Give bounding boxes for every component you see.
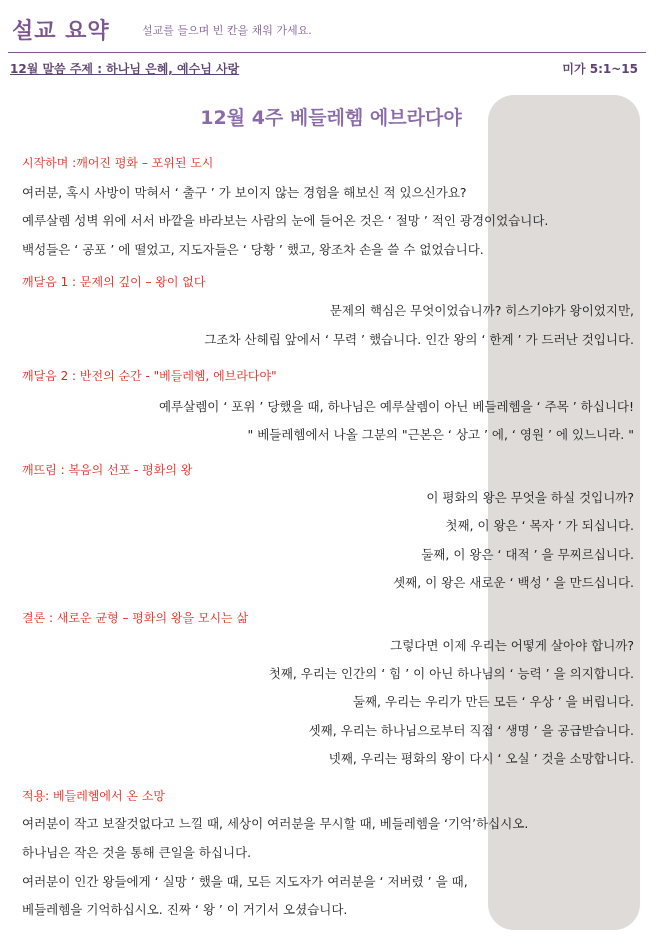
section-heading-application: 적용: 베들레헴에서 온 소망	[22, 789, 165, 803]
text-line: 여러분이 인간 왕들에게 ‘ 실망 ’ 했을 때, 모든 지도자가 여러분을 ‘ 저버렸 ’ 을 때,	[22, 874, 468, 889]
text-line: 넷째, 우리는 평화의 왕이 다시 ‘ 오실 ’ 것을 소망합니다.	[328, 751, 634, 766]
section-heading-intro: 시작하며 :깨어진 평화 – 포위된 도시	[22, 156, 214, 170]
text-line: " 베들레헴에서 나올 그분의 "근본은 ‘ 상고 ’ 에, ‘ 영원 ’ 에 있느니라. "	[247, 427, 634, 442]
monthly-theme: 12월 말씀 주제 : 하나님 은혜, 예수님 사랑	[10, 62, 240, 76]
text-line: 예루살렘 성벽 위에 서서 바깥을 바라보는 사람의 눈에 들어온 것은 ‘ 절망 ’ 적인 광경이었습니다.	[22, 213, 549, 228]
text-line: 셋째, 이 왕은 새로운 ‘ 백성 ’ 을 만드십니다.	[393, 575, 634, 590]
text-line: 둘째, 우리는 우리가 만든 모든 ‘ 우상 ’ 을 버립니다.	[352, 694, 634, 709]
text-line: 그조차 산헤립 앞에서 ‘ 무력 ’ 했습니다. 인간 왕의 ‘ 한계 ’ 가 드러난 것입니다.	[204, 332, 634, 347]
text-line: 첫째, 우리는 인간의 ‘ 힘 ’ 이 아닌 하나님의 ‘ 능력 ’ 을 의지합니다.	[268, 666, 634, 681]
text-line: 백성들은 ‘ 공포 ’ 에 떨었고, 지도자들은 ‘ 당황 ’ 했고, 왕조차 손을 쓸 수 없었습니다.	[22, 242, 484, 257]
header-instruction: 설교를 들으며 빈 칸을 채워 가세요.	[142, 24, 312, 37]
header-divider	[8, 52, 646, 53]
sermon-title: 12월 4주 베들레헴 에브라다야	[200, 107, 462, 129]
text-line: 예루살렘이 ‘ 포위 ’ 당했을 때, 하나님은 예루살렘이 아닌 베들레헴을 ‘ 주목 ’ 하십니다!	[158, 399, 634, 414]
section-heading-realization-2: 깨달음 2 : 반전의 순간 - "베들레헴, 에브라다야"	[22, 369, 277, 383]
scripture-reference: 미가 5:1~15	[562, 62, 638, 76]
text-line: 하나님은 작은 것을 통해 큰일을 하십니다.	[22, 845, 252, 860]
text-line: 셋째, 우리는 하나님으로부터 직접 ‘ 생명 ’ 을 공급받습니다.	[308, 723, 634, 738]
section-heading-conclusion: 결론 : 새로운 균형 – 평화의 왕을 모시는 삶	[22, 611, 249, 625]
text-line: 이 평화의 왕은 무엇을 하실 것입니까?	[426, 490, 634, 505]
section-heading-gospel: 깨뜨림 : 복음의 선포 - 평화의 왕	[22, 463, 193, 477]
text-line: 여러분, 혹시 사방이 막혀서 ‘ 출구 ’ 가 보이지 않는 경험을 해보신 적 있으신가요?	[22, 185, 467, 200]
header	[0, 0, 662, 52]
section-heading-realization-1: 깨달음 1 : 문제의 깊이 – 왕이 없다	[22, 275, 206, 289]
text-line: 문제의 핵심은 무엇이었습니까? 히스기야가 왕이었지만,	[329, 303, 634, 318]
page-title: 설교 요약	[12, 19, 110, 44]
text-line: 베들레헴을 기억하십시오. 진짜 ‘ 왕 ’ 이 거기서 오셨습니다.	[22, 902, 348, 917]
text-line: 첫째, 이 왕은 ‘ 목자 ’ 가 되십니다.	[445, 518, 634, 533]
text-line: 그렇다면 이제 우리는 어떻게 살아야 합니까?	[390, 638, 634, 653]
text-line: 여러분이 작고 보잘것없다고 느낄 때, 세상이 여러분을 무시할 때, 베들레헴을 ‘기억’하십시오.	[22, 816, 529, 831]
text-line: 둘째, 이 왕은 ‘ 대적 ’ 을 무찌르십니다.	[421, 547, 634, 562]
